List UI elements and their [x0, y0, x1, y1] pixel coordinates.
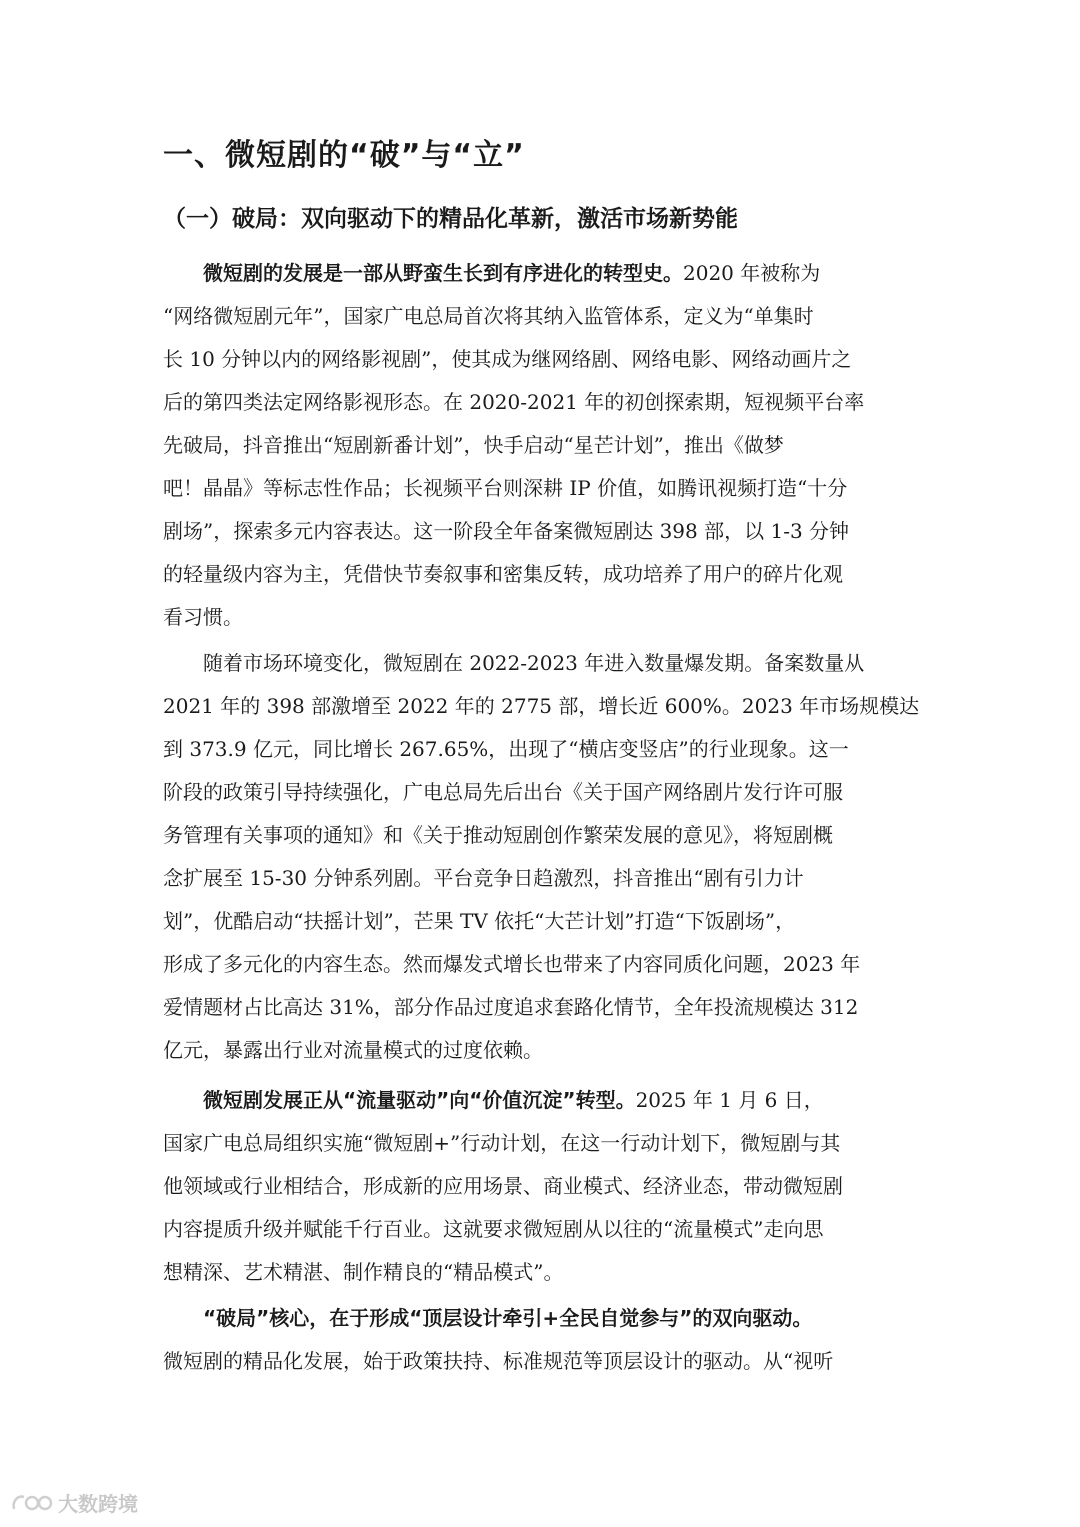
line-text: 他领域或行业相结合，形成新的应用场景、商业模式、经济业态，带动微短剧 — [163, 1174, 843, 1198]
line-text: 吧！晶晶》等标志性作品；长视频平台则深耕 IP 价值，如腾讯视频打造“十分 — [163, 476, 848, 500]
watermark-logo-icon — [10, 1491, 54, 1515]
line-text: 后的第四类法定网络影视形态。在 2020-2021 年的初创探索期，短视频平台率 — [163, 390, 865, 414]
line-text: 的轻量级内容为主，凭借快节奏叙事和密集反转，成功培养了用户的碎片化观 — [163, 562, 843, 586]
line-text: 剧场”，探索多元内容表达。这一阶段全年备案微短剧达 398 部，以 1-3 分钟 — [163, 519, 850, 543]
text-line — [163, 381, 923, 424]
bold-lead: 微短剧的发展是一部从野蛮生长到有序进化的转型史。 — [203, 261, 683, 285]
text-line — [163, 814, 923, 857]
paragraph-2 — [163, 642, 923, 1072]
line-text: 2021 年的 398 部激增至 2022 年的 2775 部，增长近 600%。2023 年市场规模达 — [163, 694, 920, 718]
text-line — [163, 1029, 923, 1072]
text-line — [163, 1165, 923, 1208]
text-line — [163, 1122, 923, 1165]
line-text: 爱情题材占比高达 31%，部分作品过度追求套路化情节，全年投流规模达 312 — [163, 995, 859, 1019]
text-line — [163, 424, 923, 467]
text-line — [163, 596, 923, 639]
bold-lead: “破局”核心，在于形成“顶层设计牵引+全民自觉参与”的双向驱动。 — [203, 1306, 813, 1330]
text-line — [163, 642, 923, 685]
line-text: 长 10 分钟以内的网络影视剧”，使其成为继网络剧、网络电影、网络动画片之 — [163, 347, 852, 371]
paragraph-3 — [163, 1079, 923, 1294]
line-text: 随着市场环境变化，微短剧在 2022-2023 年进入数量爆发期。备案数量从 — [203, 651, 865, 675]
text-line — [163, 338, 923, 381]
line-text: “网络微短剧元年”，国家广电总局首次将其纳入监管体系，定义为“单集时 — [163, 304, 814, 328]
text-line — [163, 1251, 923, 1294]
text-line — [163, 857, 923, 900]
line-text: 想精深、艺术精湛、制作精良的“精品模式”。 — [163, 1260, 564, 1284]
line-text: 念扩展至 15-30 分钟系列剧。平台竞争日趋激烈，抖音推出“剧有引力计 — [163, 866, 804, 890]
subsection-heading: （一）破局：双向驱动下的精品化革新，激活市场新势能 — [163, 206, 738, 232]
text-line — [163, 295, 923, 338]
line-text: 务管理有关事项的通知》和《关于推动短剧创作繁荣发展的意见》，将短剧概 — [163, 823, 833, 847]
watermark-text: 大数跨境 — [58, 1492, 138, 1516]
text-line — [163, 728, 923, 771]
text-line — [163, 510, 923, 553]
text-line — [163, 685, 923, 728]
line-text: 亿元，暴露出行业对流量模式的过度依赖。 — [163, 1038, 543, 1062]
text-line — [163, 252, 923, 295]
paragraph-1 — [163, 252, 923, 639]
text-line — [163, 900, 923, 943]
bold-lead: 微短剧发展正从“流量驱动”向“价值沉淀”转型。 — [203, 1088, 636, 1112]
watermark — [10, 1488, 138, 1517]
line-text: 形成了多元化的内容生态。然而爆发式增长也带来了内容同质化问题，2023 年 — [163, 952, 861, 976]
text-line — [163, 1079, 923, 1122]
paragraph-4 — [163, 1297, 923, 1383]
text-line — [163, 986, 923, 1029]
line-text: 划”，优酷启动“扶摇计划”，芒果 TV 依托“大芒计划”打造“下饭剧场”， — [163, 909, 796, 933]
line-text: 内容提质升级并赋能千行百业。这就要求微短剧从以往的“流量模式”走向思 — [163, 1217, 824, 1241]
text-line — [163, 1297, 923, 1340]
line-text: 2020 年被称为 — [683, 261, 821, 285]
line-text: 国家广电总局组织实施“微短剧+”行动计划，在这一行动计划下，微短剧与其 — [163, 1131, 841, 1155]
text-line — [163, 771, 923, 814]
text-line — [163, 553, 923, 596]
line-text: 先破局，抖音推出“短剧新番计划”，快手启动“星芒计划”，推出《做梦 — [163, 433, 784, 457]
line-text: 2025 年 1 月 6 日， — [635, 1088, 824, 1112]
line-text: 阶段的政策引导持续强化，广电总局先后出台《关于国产网络剧片发行许可服 — [163, 780, 843, 804]
text-line — [163, 1340, 923, 1383]
text-line — [163, 467, 923, 510]
line-text: 看习惯。 — [163, 605, 243, 629]
line-text: 到 373.9 亿元，同比增长 267.65%，出现了“横店变竖店”的行业现象。这一 — [163, 737, 849, 761]
line-text: 微短剧的精品化发展，始于政策扶持、标准规范等顶层设计的驱动。从“视听 — [163, 1349, 834, 1373]
text-line — [163, 1208, 923, 1251]
text-line — [163, 943, 923, 986]
section-heading: 一、微短剧的“破”与“立” — [163, 138, 525, 173]
